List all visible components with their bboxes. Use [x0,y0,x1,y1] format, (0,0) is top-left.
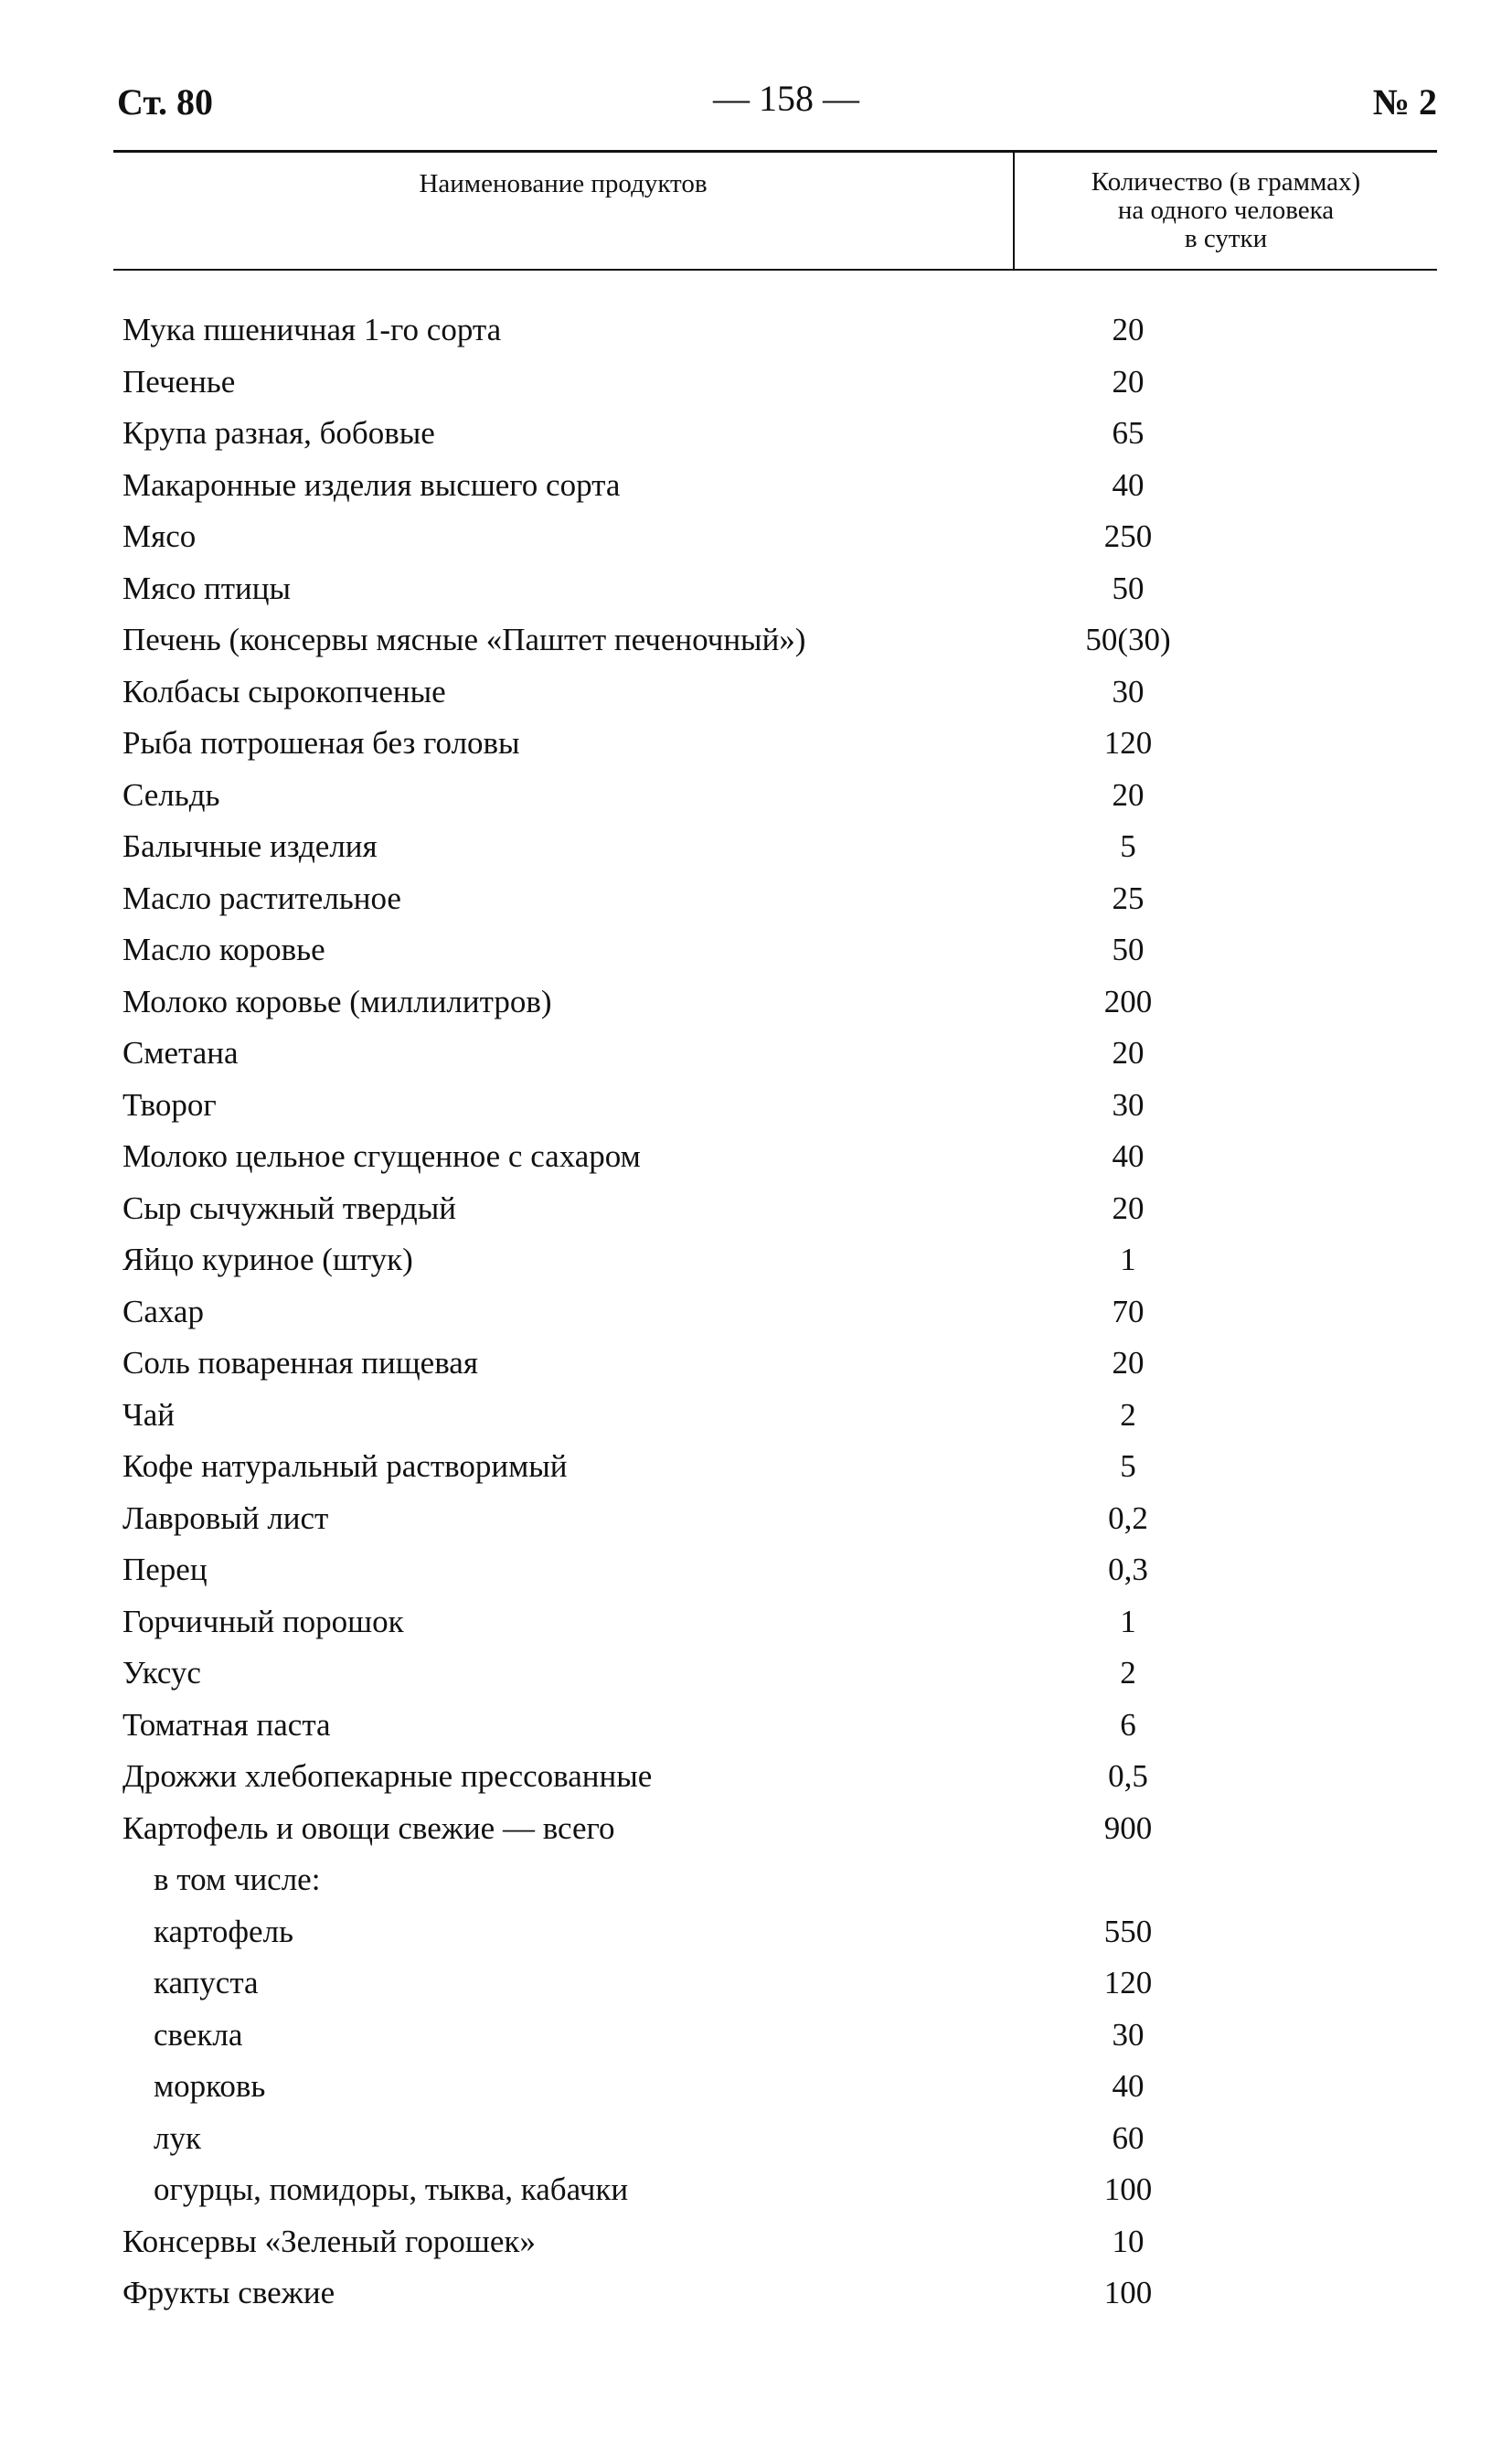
product-quantity: 1 [1120,1242,1136,1277]
product-quantity: 40 [1112,466,1145,503]
table-row [122,1906,1437,1958]
product-quantity: 2 [1120,1655,1136,1691]
product-name: Сахар [122,1293,204,1329]
product-name: Мясо птицы [122,570,292,606]
table-row [122,1028,1437,1080]
product-name: Молоко цельное сгущенное с сахаром [122,1138,641,1174]
product-quantity: 65 [1112,415,1145,451]
product-name: Макаронные изделия высшего сорта [122,466,621,503]
column-header-quantity-line: на одного человека [1117,196,1335,225]
product-name: Горчичный порошок [122,1603,404,1639]
table-row [122,563,1437,615]
product-name: Картофель и овощи свежие — всего [122,1809,615,1846]
table-row [122,1080,1437,1132]
product-name: Сметана [122,1035,239,1071]
product-name: морковь [154,2068,266,2104]
product-name: Фрукты свежие [122,2275,335,2310]
product-quantity: 0,5 [1108,1758,1148,1794]
product-quantity: 20 [1112,312,1145,347]
product-quantity: 6 [1120,1706,1136,1743]
table-row [122,1493,1437,1545]
product-quantity: 30 [1112,1086,1145,1123]
table-row [122,1183,1437,1235]
product-name: Печень (консервы мясные «Паштет печеночный») [122,622,806,657]
product-name: Молоко коровье (миллилитров) [122,983,552,1019]
table-row [122,460,1437,512]
table-row [122,304,1437,357]
product-name: Соль поваренная пищевая [122,1345,478,1381]
page-number: — 158 — [713,78,859,119]
column-header-quantity-line: Количество (в граммах) [1091,167,1361,197]
product-quantity: 20 [1112,1035,1145,1071]
product-quantity: 100 [1103,2275,1153,2310]
product-quantity: 50 [1112,932,1145,967]
table-row [122,2267,1437,2320]
product-name: лук [154,2119,201,2156]
column-header-quantity-line: в сутки [1184,224,1268,253]
product-name: Яйцо куриное (штук) [122,1242,413,1277]
table-row [122,1234,1437,1286]
product-quantity: 900 [1103,1809,1153,1846]
product-quantity: 0,2 [1108,1499,1148,1536]
column-header-name: Наименование продуктов [419,169,708,198]
product-quantity: 0,3 [1108,1552,1148,1587]
table-row [122,1544,1437,1596]
column-header-quantity [1015,168,1437,253]
product-name: Колбасы сырокопченые [122,673,446,709]
product-quantity: 5 [1120,828,1136,864]
table-row [122,1958,1437,2010]
table-row [122,1131,1437,1183]
table-row [122,821,1437,873]
product-quantity: 10 [1112,2223,1145,2259]
table-header-rule [113,269,1437,271]
product-quantity: 100 [1103,2171,1153,2207]
product-quantity: 120 [1103,1965,1153,2000]
product-name: капуста [154,1965,259,2000]
product-name: Лавровый лист [122,1499,329,1536]
product-name: Сельдь [122,776,220,813]
product-name: свекла [154,2016,243,2053]
table-row [122,667,1437,719]
product-name: картофель [154,1913,294,1949]
table-row [122,2061,1437,2113]
product-name: Сыр сычужный твердый [122,1189,456,1226]
product-quantity: 2 [1120,1396,1136,1433]
running-head [113,77,1437,128]
table-row [122,718,1437,770]
table-row [122,614,1437,667]
table-row [122,976,1437,1029]
product-quantity: 120 [1103,725,1153,761]
product-quantity: 60 [1112,2119,1145,2156]
table-row [122,1441,1437,1493]
table-row [122,2113,1437,2165]
product-name: Перец [122,1552,208,1587]
table-row [122,873,1437,925]
table-row [122,1700,1437,1752]
table-row [122,924,1437,976]
product-name: Томатная паста [122,1706,331,1743]
table-row [122,408,1437,460]
product-name: Дрожжи хлебопекарные прессованные [122,1758,653,1794]
product-quantity: 20 [1112,363,1145,400]
product-quantity: 70 [1112,1293,1145,1329]
table-row [122,2164,1437,2216]
table-row [122,1338,1437,1390]
product-quantity: 30 [1112,673,1145,709]
product-name: Масло коровье [122,932,325,967]
product-quantity: 50 [1112,570,1145,606]
product-quantity: 25 [1112,880,1145,916]
product-quantity: 20 [1112,1345,1145,1381]
product-quantity: 550 [1103,1913,1153,1949]
product-quantity: 5 [1120,1448,1136,1484]
table-row [122,770,1437,822]
product-name: Балычные изделия [122,828,378,864]
product-name: Уксус [122,1655,201,1691]
product-name: Творог [122,1086,217,1123]
product-table-body [122,304,1437,2320]
product-quantity: 50(30) [1085,622,1171,657]
product-quantity: 1 [1120,1603,1136,1639]
product-name: огурцы, помидоры, тыква, кабачки [154,2171,629,2207]
table-row [122,1803,1437,1855]
table-row [122,357,1437,409]
table-row [122,1596,1437,1648]
table-row [122,1751,1437,1803]
product-name: Чай [122,1396,176,1433]
product-name: Печенье [122,363,236,400]
product-name: Консервы «Зеленый горошек» [122,2223,536,2259]
product-name: Кофе натуральный растворимый [122,1448,568,1484]
product-quantity: 250 [1103,518,1153,554]
table-row [122,2010,1437,2062]
product-name: Рыба потрошеная без головы [122,725,520,761]
table-top-rule [113,150,1437,153]
product-quantity: 20 [1112,776,1145,813]
table-row [122,1648,1437,1700]
product-quantity: 30 [1112,2016,1145,2053]
table-row [122,1854,1437,1906]
product-name: Мука пшеничная 1-го сорта [122,312,502,347]
table-row [122,511,1437,563]
product-name: Крупа разная, бобовые [122,415,435,451]
product-quantity: 40 [1112,2068,1145,2104]
product-name: Масло растительное [122,880,401,916]
table-row [122,2216,1437,2268]
table-row [122,1390,1437,1442]
product-quantity: 20 [1112,1189,1145,1226]
issue-number: № 2 [1372,81,1437,123]
product-name: Мясо [122,518,197,554]
product-name: в том числе: [154,1862,321,1897]
product-quantity: 40 [1112,1138,1145,1174]
product-quantity: 200 [1103,983,1153,1019]
table-row [122,1286,1437,1339]
article-number: Ст. 80 [117,81,213,123]
